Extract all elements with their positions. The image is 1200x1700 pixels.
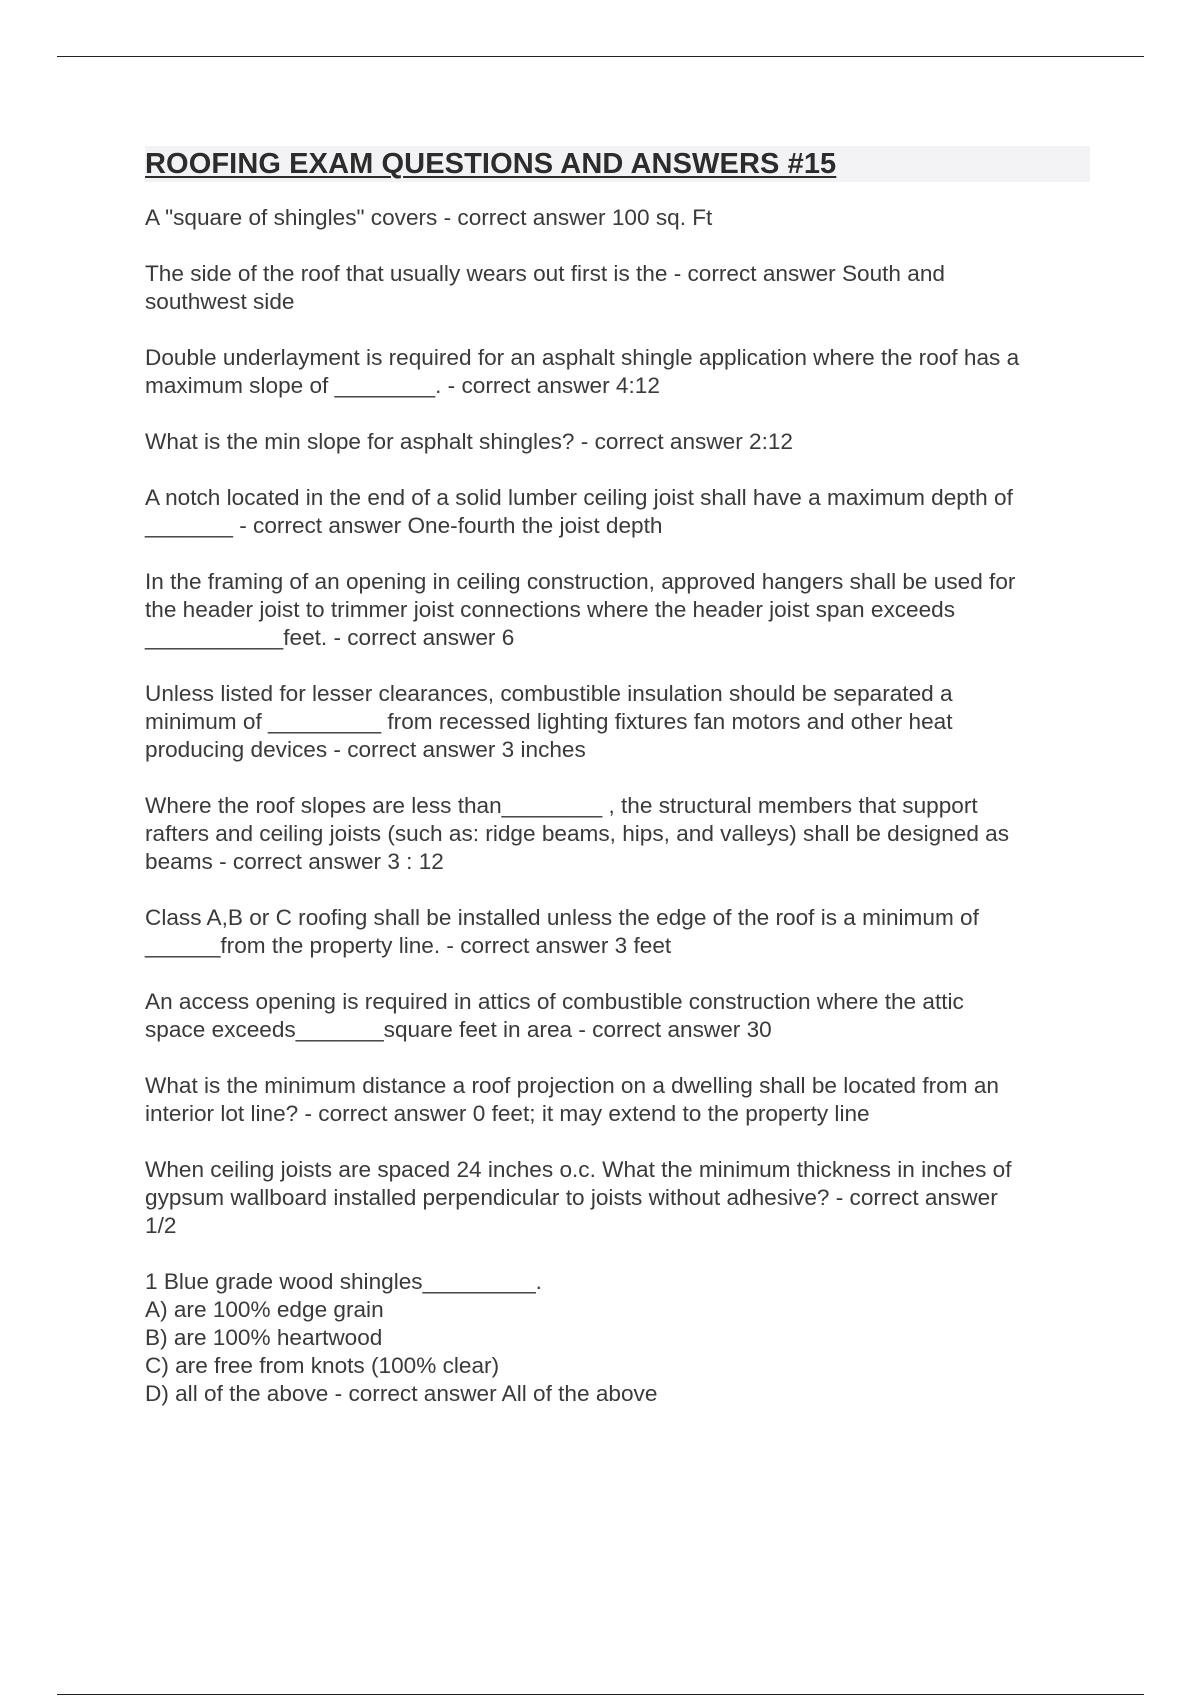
qa-item-1: A "square of shingles" covers - correct answer 100 sq. Ft bbox=[145, 205, 713, 230]
qa-item-7: Unless listed for lesser clearances, combustible insulation should be separated a minimum of _________ from recessed lighting fixtures fan motors and other heat producing devices - correct answer 3 inches bbox=[145, 681, 953, 762]
qa-item-3: Double underlayment is required for an asphalt shingle application where the roof has a maximum slope of ________. - correct answer 4:12 bbox=[145, 345, 1020, 398]
bottom-rule bbox=[57, 1694, 1144, 1695]
qa-item-11: What is the minimum distance a roof projection on a dwelling shall be located from an interior lot line? - correct answer 0 feet; it may extend to the property line bbox=[145, 1073, 999, 1126]
qa-item-2: The side of the roof that usually wears out first is the - correct answer South and southwest side bbox=[145, 261, 945, 314]
document-body bbox=[145, 146, 1090, 1436]
title-bar bbox=[145, 146, 1090, 182]
qa-item-12: When ceiling joists are spaced 24 inches o.c. What the minimum thickness in inches of gypsum wallboard installed perpendicular to joists without adhesive? - correct answer 1/2 bbox=[145, 1157, 1012, 1238]
qa-item-6: In the framing of an opening in ceiling construction, approved hangers shall be used for the header joist to trimmer joist connections where the header joist span exceeds ___________feet. - correct answer 6 bbox=[145, 569, 1016, 650]
qa-item-10: An access opening is required in attics of combustible construction where the attic space exceeds_______square feet in area - correct answer 30 bbox=[145, 989, 964, 1042]
qa-item-9: Class A,B or C roofing shall be installed unless the edge of the roof is a minimum of ______from the property line. - correct answer 3 feet bbox=[145, 905, 979, 958]
qa-item-8: Where the roof slopes are less than________ , the structural members that support rafters and ceiling joists (such as: ridge beams, hips, and valleys) shall be designed as beams - correct answer 3 : 12 bbox=[145, 793, 1010, 874]
qa-item-5: A notch located in the end of a solid lumber ceiling joist shall have a maximum depth of _______ - correct answer One-fourth the joist depth bbox=[145, 485, 1013, 538]
top-rule bbox=[57, 56, 1144, 57]
page-title: ROOFING EXAM QUESTIONS AND ANSWERS #15 bbox=[145, 148, 837, 180]
qa-item-4: What is the min slope for asphalt shingles? - correct answer 2:12 bbox=[145, 429, 793, 454]
qa-item-13: 1 Blue grade wood shingles_________. A) are 100% edge grain B) are 100% heartwood C) are free from knots (100% clear) D) all of the above - correct answer All of the above bbox=[145, 1269, 658, 1406]
